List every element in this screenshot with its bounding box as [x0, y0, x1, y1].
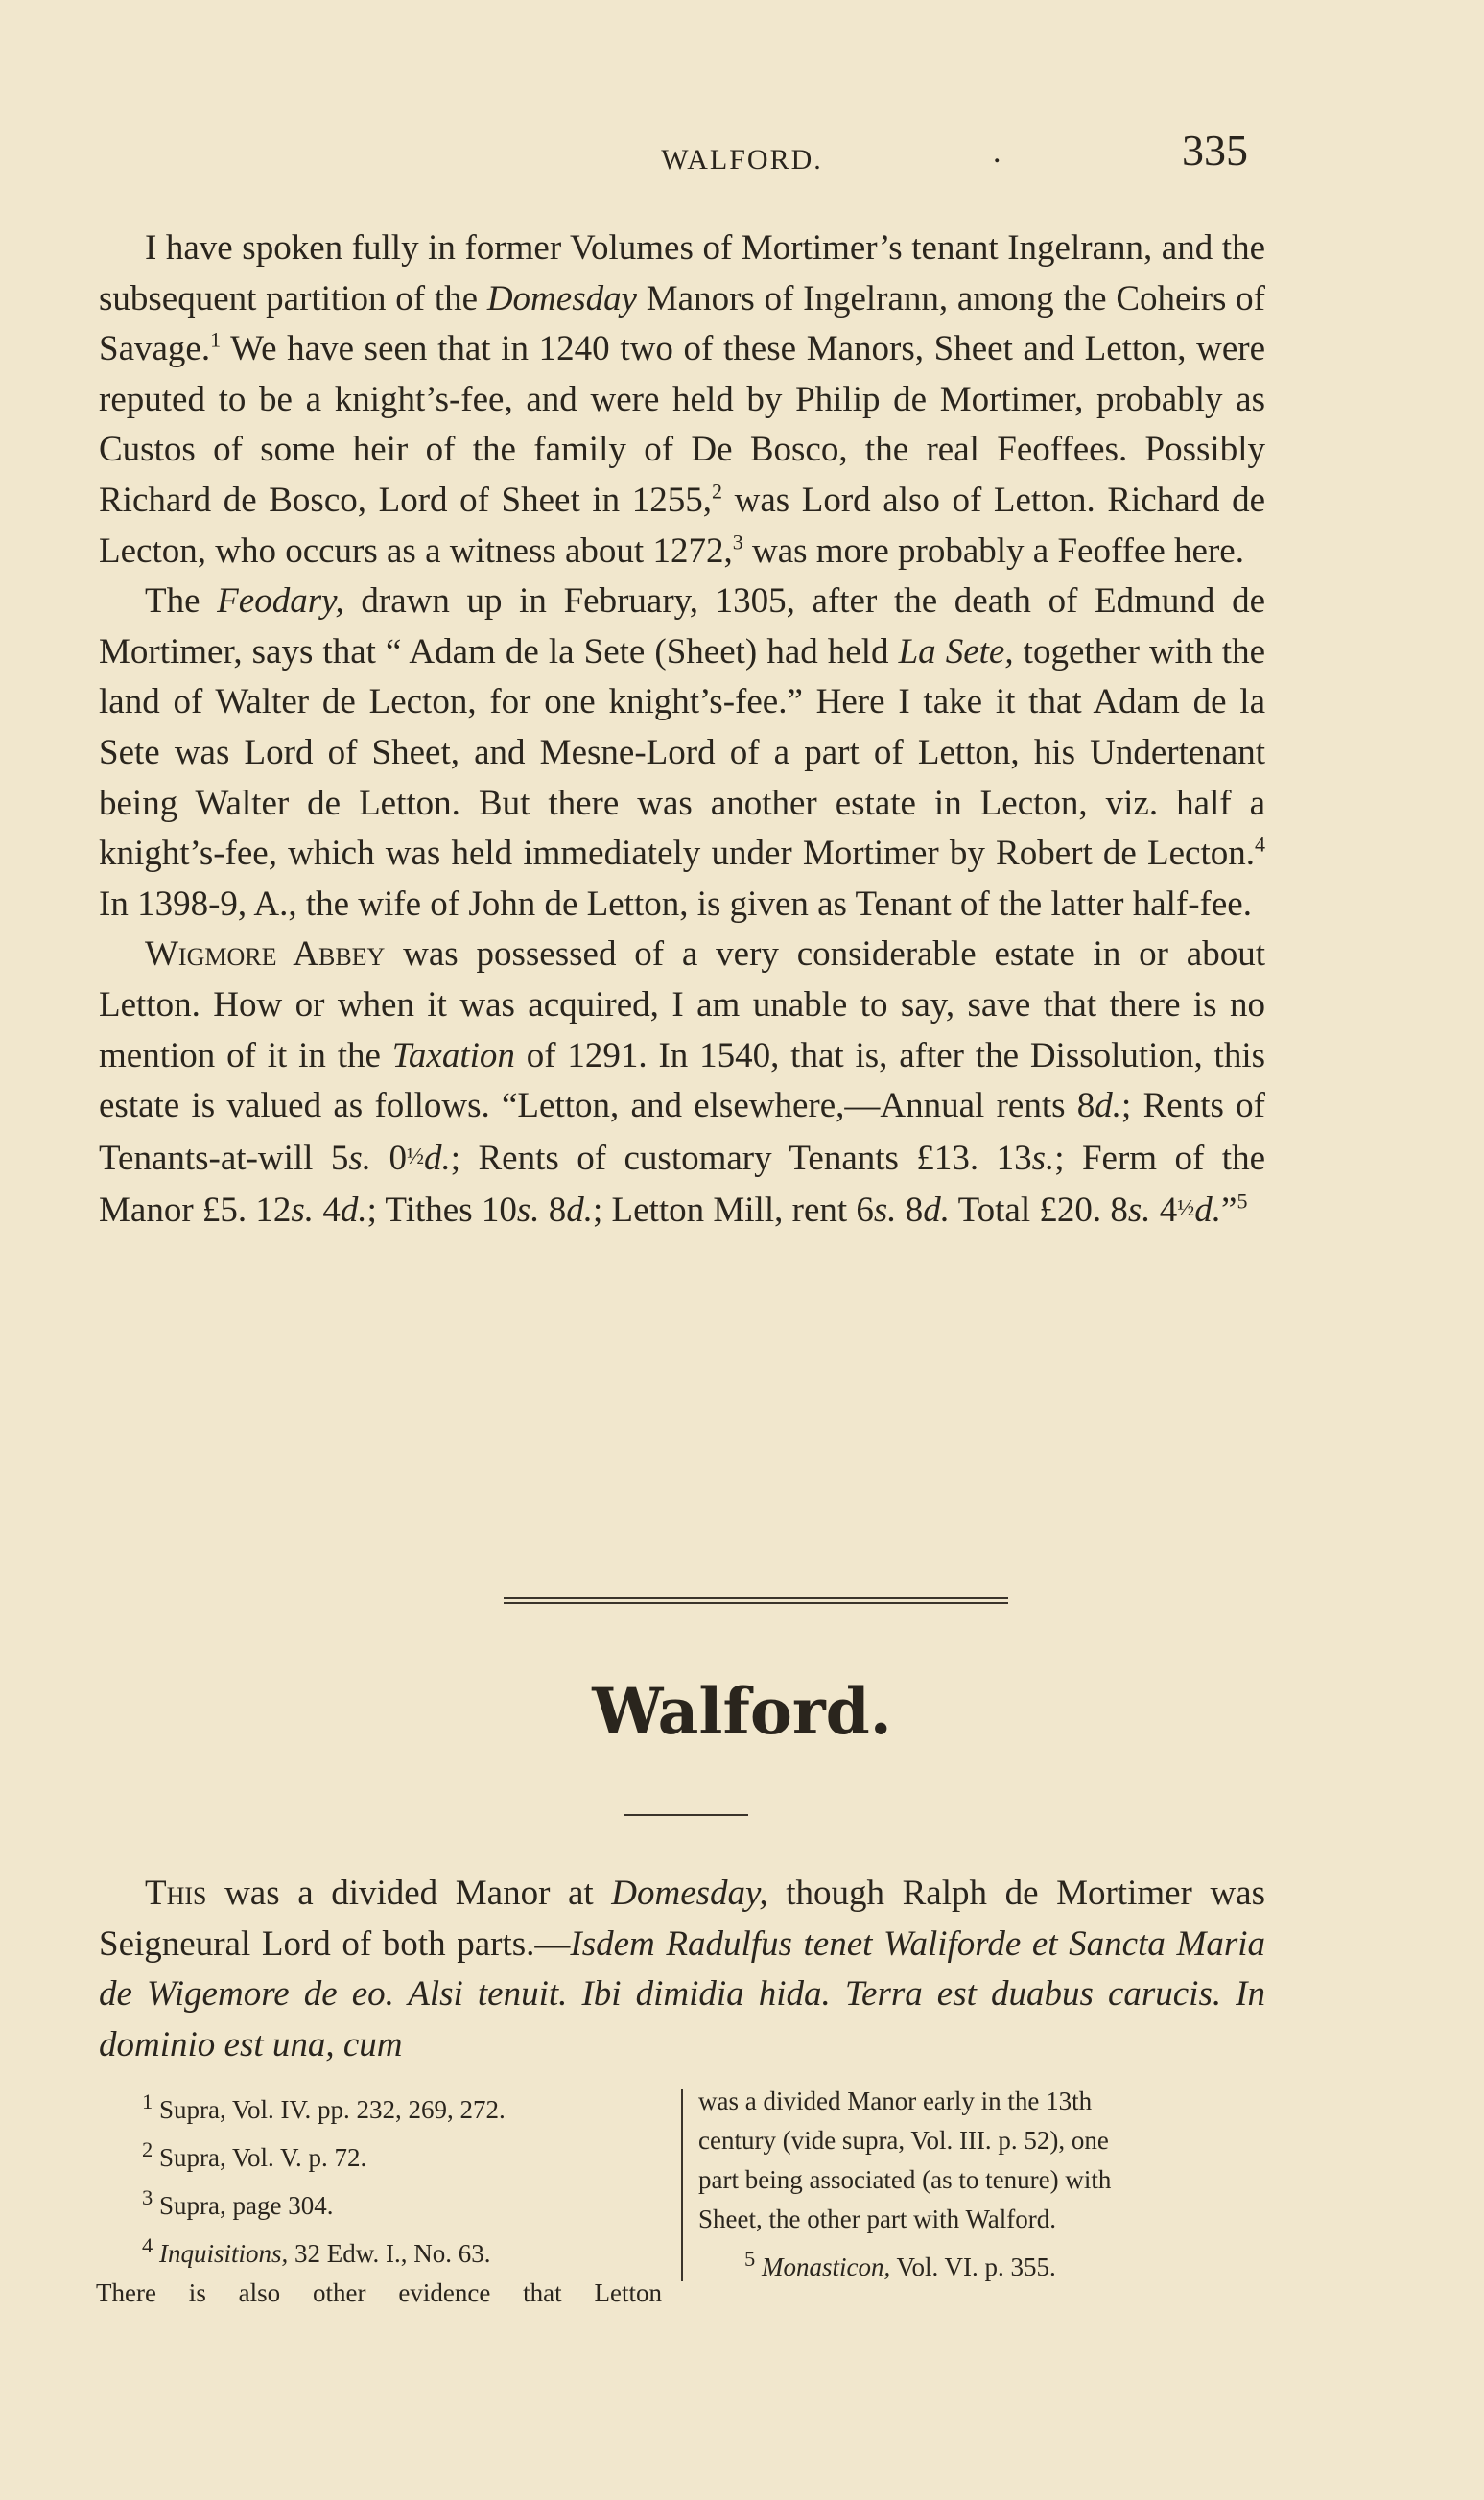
footnote-4: $^4$ Inquisitions, 32 Edw. I., No. 63.	[142, 2233, 491, 2268]
footnote-ref-4: 4	[1255, 832, 1265, 857]
footnote-ref-2: 2	[712, 479, 722, 504]
page-number: 335	[1182, 126, 1248, 175]
body-text-lower	[99, 1869, 1265, 2070]
footnote-column-divider	[681, 2089, 683, 2281]
footnote-4-line: Sheet, the other part with Walford.	[698, 2205, 1056, 2233]
section-divider-double	[504, 1597, 1008, 1604]
paragraph-feodary: The Feodary, drawn up in February, 1305, after the death of Edmund de Mortimer, says that “ Adam de la Sete (Sheet) had held La Sete, together with the land of Walter de Lecton, for one knight’s-fee.” Here I take it that Adam de la Sete was Lord of Sheet, and Mesne-Lord of a part of Letton, his Undertenant being Walter de Letton. But there was another estate in Lecton, viz. half a knight’s-fee, which was held immediately under Mortimer by Robert de Lecton.$^4$ In 1398-9, A., the wife of John de Letton, is given as Tenant of the latter half-fee.	[99, 581, 1266, 924]
body-text-upper	[99, 224, 1265, 1237]
footnote-ref-5: 5	[1237, 1189, 1248, 1214]
footnote-3: $^3$ Supra, page 304.	[142, 2185, 334, 2220]
footnote-5: $^5$ Monasticon, Vol. VI. p. 355.	[744, 2247, 1056, 2281]
paragraph-walford: This was a divided Manor at Domesday, though Ralph de Mortimer was Seigneural Lord of both parts.—Isdem Radulfus tenet Waliforde et Sancta Maria de Wigemore de eo. Alsi tenuit. Ibi dimidia hida. Terra est duabus carucis. In dominio est una, cum	[99, 1874, 1265, 2064]
footnote-ref-3: 3	[732, 530, 743, 554]
footnote-4-line: was a divided Manor early in the 13th	[698, 2087, 1093, 2115]
section-heading: Walford.	[592, 1674, 892, 1749]
section-divider-single	[624, 1814, 748, 1816]
paragraph-ingelrann: I have spoken fully in former Volumes of Mortimer’s tenant Ingelrann, and the subsequent partition of the Domesday Manors of Ingelrann, among the Coheirs of Savage.$^1$ We have seen that in 1240 two of these Manors, Sheet and Letton, were reputed to be a knight’s-fee, and were held by Philip de Mortimer, probably as Custos of some heir of the family of De Bosco, the real Feoffees. Possibly Richard de Bosco, Lord of Sheet in 1255,$^2$ was Lord also of Letton. Richard de Lecton, who occurs as a witness about 1272,$^3$ was more probably a Feoffee here.	[99, 228, 1265, 571]
footnote-4-continued: There is also other evidence that Letton	[96, 2278, 662, 2307]
footnote-ref-1: 1	[210, 327, 222, 352]
paragraph-wigmore-abbey: Wigmore Abbey was possessed of a very considerable estate in or about Letton. How or when it was acquired, I am unable to say, save that there is no mention of it in the Taxation of 1291. In 1540, that is, after the Dissolution, this estate is valued as follows. “Letton, and elsewhere,—Annual rents 8d.; Rents of Tenants-at-will 5s. 0½d.; Rents of customary Tenants £13. 13s.; Ferm of the Manor £5. 12s. 4d.; Tithes 10s. 8d.; Letton Mill, rent 6s. 8d. Total £20. 8s. 4½d.”$^5$	[99, 934, 1266, 1231]
running-head-dot: .	[993, 134, 1001, 170]
latin-quotation: Isdem Radulfus tenet Waliforde et Sancta Maria de Wigemore de eo. Alsi tenuit. Ibi dimidia hida. Terra est duabus carucis. In dominio est una, cum	[99, 1923, 1265, 2064]
footnote-4-line: part being associated (as to tenure) with	[698, 2165, 1112, 2194]
footnotes-right-column	[698, 2082, 1264, 2287]
footnotes-left-column	[96, 2082, 662, 2313]
footnote-1: $^1$ Supra, Vol. IV. pp. 232, 269, 272.	[142, 2089, 506, 2124]
footnote-2: $^2$ Supra, Vol. V. p. 72.	[142, 2137, 367, 2172]
running-head: WALFORD.	[661, 144, 823, 176]
footnote-4-line: century (vide supra, Vol. III. p. 52), one	[698, 2126, 1109, 2155]
